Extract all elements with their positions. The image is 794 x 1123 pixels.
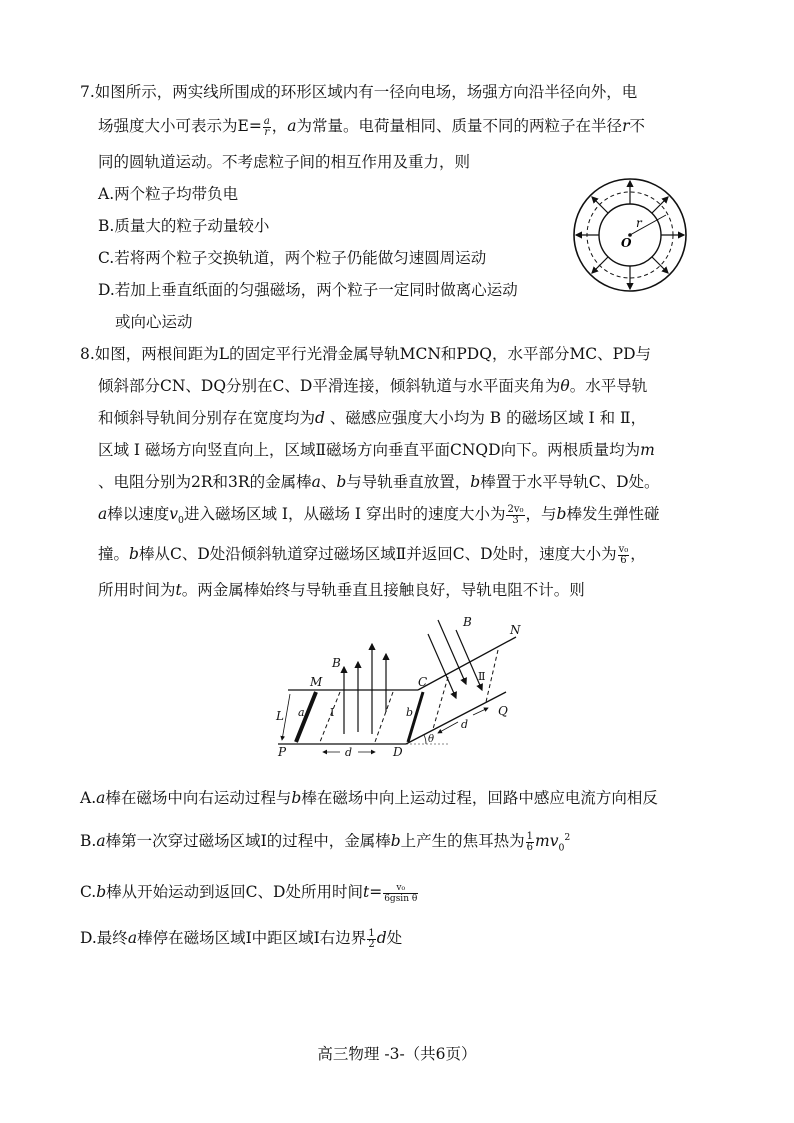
q8-line-4: 区域 I 磁场方向竖直向上，区域Ⅱ磁场方向垂直平面CNQD向下。两根质量均为m [98,441,655,459]
q8-fig-label-b2: B [463,615,472,629]
q7-fraction-a-over-r: $\frac{a}{r}$ [263,115,270,138]
page-footer: 高三物理 -3-（共6页） [317,1045,477,1063]
q7-option-b: B.质量大的粒子动量较小 [98,217,270,235]
q7-line-1: 7.如图所示，两实线所围成的环形区域内有一径向电场，场强方向沿半径向外，电 [80,83,638,101]
q8-fig-label-region-i: I [330,706,335,719]
q8-option-c: C.b棒从开始运动到返回C、D处所用时间t= $\frac{\text{v₀}}{\text{6gsin θ}}$ [80,882,418,904]
q8-line-1: 8.如图，两根间距为L的固定平行光滑金属导轨MCN和PDQ，水平部分MC、PD与 [80,345,652,363]
q8-fig-label-region-ii: Ⅱ [478,670,486,683]
q8-fraction-v0-over-6: $\frac{\text{v₀}}{6}$ [618,543,629,566]
q8-fig-label-q: Q [498,704,508,718]
q7-line-3: 同的圆轨道运动。不考虑粒子间的相互作用及重力，则 [98,153,471,171]
q8-fig-label-theta: θ [428,734,435,745]
q8-line-2: 倾斜部分CN、DQ分别在C、D平滑连接，倾斜轨道与水平面夹角为θ。水平导轨 [98,377,648,395]
q7-option-a: A.两个粒子均带负电 [98,185,239,203]
q7-option-d: D.若加上垂直纸面的匀强磁场，两个粒子一定同时做离心运动 [98,281,518,299]
q8-fig-label-b1: B [332,656,341,670]
q8-fig-label-d1: d [345,746,353,759]
q8-fig-label-m: M [310,675,323,689]
q7-figure-radial-field [570,175,690,295]
q8-fig-label-d: D [393,745,403,759]
q8-fig-label-p: P [278,745,287,759]
q8-fraction-time: $\frac{\text{v₀}}{\text{6gsin θ}}$ [384,882,418,904]
q7-option-d-cont: 或向心运动 [115,313,193,331]
q8-fig-label-n: N [510,623,521,637]
q8-fraction-1-over-2: $\frac{1}{2}$ [368,927,375,950]
q8-line-5: 、电阻分别为2R和3R的金属棒a、b与导轨垂直放置，b棒置于水平导轨C、D处。 [98,473,660,491]
q8-figure-rails [268,612,538,762]
q7-line-2: 场强度大小可表示为E= $\frac{a}{r}$ ，a为常量。电荷量相同、质量不同的两粒子在半径r不 [98,115,645,138]
q8-fraction-2v0-over-3: $\frac{\text{2v₀}}{3}$ [507,503,524,526]
q8-fig-label-d2: d [461,718,469,731]
q8-fig-label-a: a [298,706,305,719]
q7-figure-label-o: O [621,236,632,250]
q8-line-7: 撞。b棒从C、D处沿倾斜轨道穿过磁场区域Ⅱ并返回C、D处时，速度大小为 $\frac{\text{v₀}}{6}$ ， [98,543,646,566]
q7-option-c: C.若将两个粒子交换轨道，两个粒子仍能做匀速圆周运动 [98,249,487,267]
q8-line-3: 和倾斜导轨间分别存在宽度均为d 、磁感应强度大小均为 B 的磁场区域 I 和 Ⅱ， [98,409,647,427]
q8-fig-label-c: C [418,675,428,689]
q8-fig-label-l: L [276,709,284,723]
q8-fraction-1-over-6: $\frac{1}{6}$ [526,830,534,853]
q8-option-d: D.最终a棒停在磁场区域I中距区域I右边界 $\frac{1}{2}$ d处 [80,927,403,950]
q8-fig-label-b: b [406,706,414,719]
q8-option-b: B.a棒第一次穿过磁场区域I的过程中，金属棒b上产生的焦耳热为 $\frac{1}{6}$ $mv_0^2$ [80,830,571,854]
q7-figure-label-r: r [636,216,642,230]
q7-text: 场强度大小可表示为E= [98,117,262,135]
q8-option-a: A.a棒在磁场中向右运动过程与b棒在磁场中向上运动过程，回路中感应电流方向相反 [80,789,658,807]
q8-line-8: 所用时间为t。两金属棒始终与导轨垂直且接触良好，导轨电阻不计。则 [98,581,585,599]
q8-line-6: a棒以速度$v_0$进入磁场区域 I，从磁场 I 穿出时的速度大小为 $\frac{\text{2v₀}}{3}$ ，与b棒发生弹性碰 [98,503,660,527]
